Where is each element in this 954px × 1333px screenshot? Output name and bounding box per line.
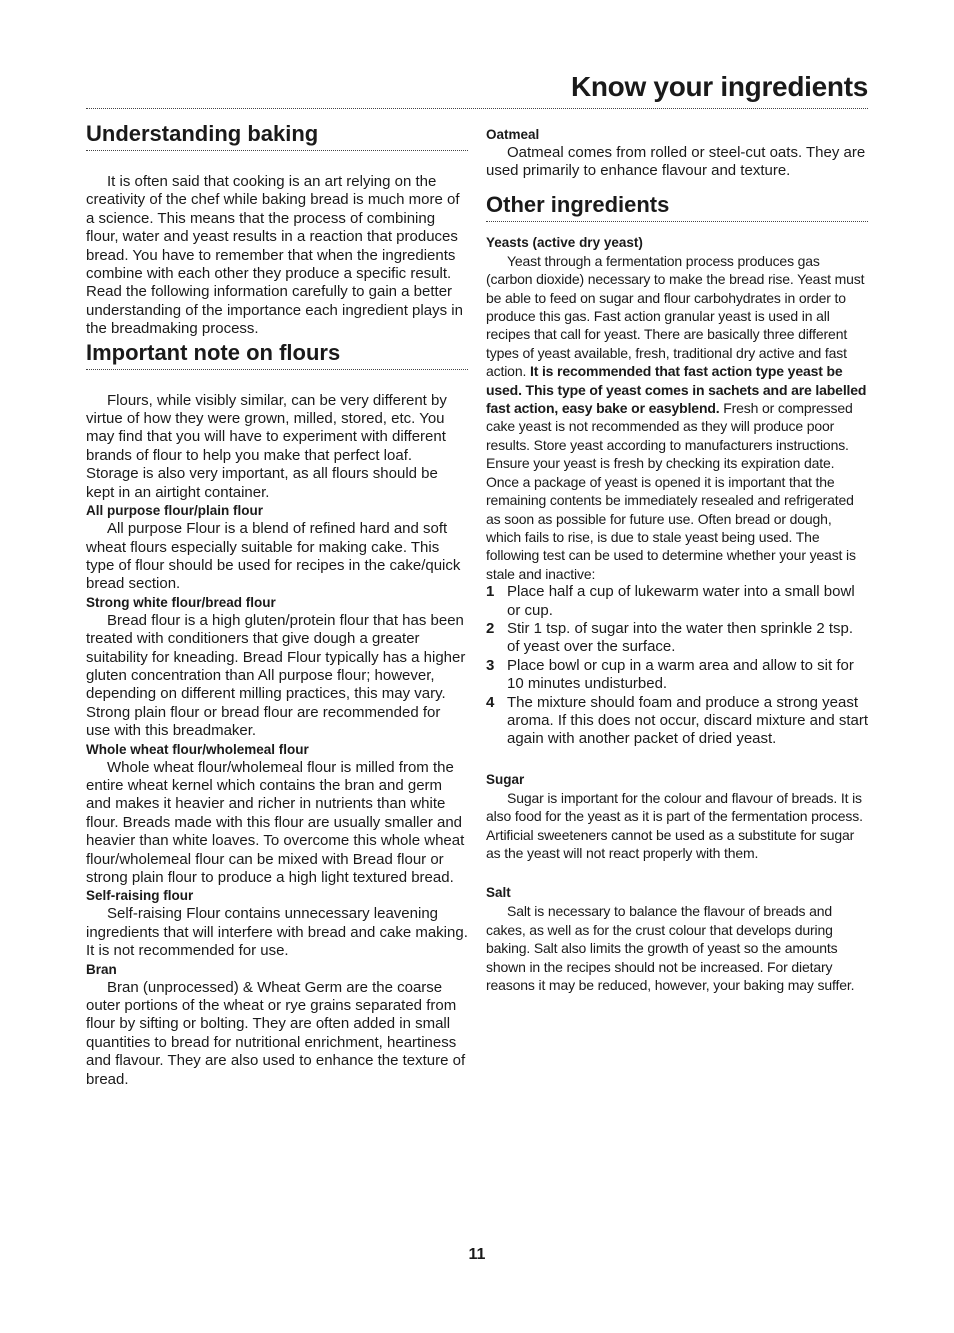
salt-text: Salt is necessary to balance the flavour of breads and cakes, as well as for the crust colour that develops during baking. Salt also limits the growth of yeast so the amounts shown in the recipes should not be increased. For dietary reasons it may be reduced, however, your baking may suffer. (486, 903, 855, 994)
step-number: 2 (486, 619, 495, 637)
step-number: 3 (486, 656, 495, 674)
flours-intro-text: Flours, while visibly similar, can be very different by virtue of how they were grown, milled, stored, etc. You may find that you will have to experiment with different brands of flour to help you make that perfect loaf. Storage is also very important, as all flours should be kept in an airtight container. (86, 391, 447, 501)
sugar-title: Sugar (486, 771, 525, 787)
left-column (86, 120, 468, 1089)
yeast-text-storage: Fresh or compressed cake yeast is not recommended as they will produce poor results. Store yeast according to manufacturers instructions. Ensure your yeast is fresh by checking its expiration date. Once a package of yeast is opened it is important that the remaining contents be immediately resealed and refrigerated as soon as possible for future use. Often bread or dough, which fails to rise, is due to stale yeast being used. The following test can be used to determine whether your yeast is stale and inactive: (486, 400, 856, 582)
bread-flour-title: Strong white flour/bread flour (86, 594, 276, 610)
page-header (86, 70, 868, 109)
list-item (486, 694, 868, 749)
other-ingredients-heading: Other ingredients (486, 191, 868, 222)
yeast-title: Yeasts (active dry yeast) (486, 234, 643, 250)
step-number: 1 (486, 583, 495, 601)
step-text: Stir 1 tsp. of sugar into the water then sprinkle 2 tsp. of yeast over the surface. (507, 619, 854, 656)
step-text: Place bowl or cup in a warm area and allow to sit for 10 minutes undisturbed. (507, 656, 854, 693)
step-text: The mixture should foam and produce a strong yeast aroma. If this does not occur, discard mixture and start again with another packet of dried yeast. (507, 693, 868, 748)
list-item (486, 657, 868, 694)
list-item (486, 620, 868, 657)
bread-flour-text: Bread flour is a high gluten/protein flour that has been treated with conditioners that give dough a greater suitability for kneading. Bread Flour typically has a higher gluten concentration than All purpose flour; however, depending on different milling practices, this may vary. Strong plain flour or bread flour are recommended for use with this breadmaker. (86, 611, 466, 740)
bran-title: Bran (86, 961, 117, 977)
wholemeal-flour-title: Whole wheat flour/wholemeal flour (86, 741, 309, 757)
all-purpose-flour-text: All purpose Flour is a blend of refined hard and soft wheat flours especially suitable for making cake. This type of flour should be used for recipes in the cake/quick bread section. (86, 520, 461, 593)
page-number: 11 (468, 1246, 486, 1263)
yeast-text-intro: Yeast through a fermentation process produces gas (carbon dioxide) necessary to make the bread rise. Yeast must be able to feed on sugar and flour carbohydrates in order to produce this gas. Fast action granular yeast is used in all recipes that call for yeast. There are basically three different types of yeast available, fresh, traditional dry active and fast action. (486, 252, 865, 380)
step-number: 4 (486, 693, 495, 711)
page-title: Know your ingredients (570, 71, 868, 102)
salt-title: Salt (486, 885, 511, 901)
flours-heading: Important note on flours (86, 339, 468, 370)
oatmeal-title: Oatmeal (486, 127, 540, 142)
sugar-text: Sugar is important for the colour and flavour of breads. It is also food for the yeast as it is part of the fermentation process. Artificial sweeteners cannot be used as a substitute for sugar as the yeast will not react properly with them. (486, 789, 863, 861)
self-raising-flour-text: Self-raising Flour contains unnecessary leavening ingredients that will interfere with bread and cake making. It is not recommended for use. (86, 905, 468, 960)
wholemeal-flour-text: Whole wheat flour/wholemeal flour is milled from the entire wheat kernel which contains the bran and germ and makes it heavier and richer in nutrients than white flour. Breads made with this flour are usually smaller and heavier than white loaves. To overcome this whole wheat flour/wholemeal flour can be mixed with Bread flour or strong plain flour to produce a high light textured bread. (86, 758, 465, 886)
oatmeal-text: Oatmeal comes from rolled or steel-cut oats. They are used primarily to enhance flavour and texture. (486, 144, 866, 180)
right-column (486, 120, 868, 994)
bran-text: Bran (unprocessed) & Wheat Germ are the coarse outer portions of the wheat or rye grains separated from flour by sifting or bolting. They are often added in small quantities to bread for nutritional enrichment, heartiness and flavour. They are also used to enhance the texture of bread. (86, 978, 466, 1088)
understanding-baking-text: It is often said that cooking is an art relying on the creativity of the chef while baking bread is much more of a science. This means that the process of combining flour, water and yeast results in a reaction that produces bread. You have to remember that when the ingredients combine with each other they produce a specific result. Read the following information carefully to gain a better understanding of the importance each ingredient plays in the breadmaking process. (86, 173, 463, 338)
step-text: Place half a cup of lukewarm water into a small bowl or cup. (507, 583, 855, 619)
understanding-baking-heading: Understanding baking (86, 120, 468, 151)
yeast-text (486, 252, 868, 583)
all-purpose-flour-title: All purpose flour/plain flour (86, 503, 263, 519)
list-item (486, 583, 868, 620)
yeast-test-steps (486, 583, 868, 749)
yeast-recommendation: It is recommended that fast action type yeast be used. This type of yeast comes in sachets and are labelled fast action, easy bake or easyblend. (486, 363, 867, 417)
self-raising-flour-title: Self-raising flour (86, 888, 194, 904)
